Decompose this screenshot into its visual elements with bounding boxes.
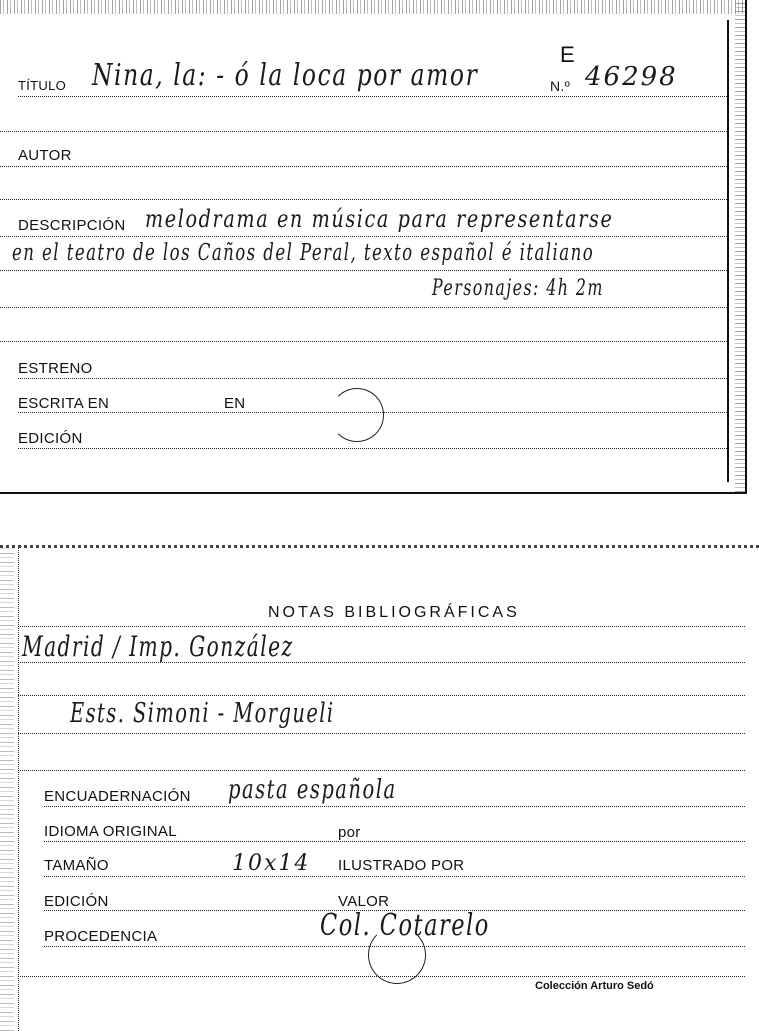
notes-rule-1 [18, 626, 745, 627]
note-line2: Ests. Simoni - Morgueli [70, 698, 335, 729]
bottom-rule [18, 976, 745, 977]
description-line2: en el teatro de los Caños del Peral, texto español é italiano [12, 240, 595, 266]
collection-credit: Colección Arturo Sedó [535, 980, 654, 992]
description-line3: Personajes: 4h 2m [432, 276, 604, 301]
note-line1: Madrid / Imp. González [22, 630, 294, 663]
description-line1: melodrama en música para representarse [145, 205, 614, 233]
notes-rule-2 [18, 662, 745, 663]
edition-label: EDICIÓN [18, 430, 83, 447]
notes-rule-4 [18, 733, 745, 734]
description-label: DESCRIPCIÓN [18, 217, 126, 234]
rule-8 [0, 341, 727, 342]
punch-hole-mark [330, 388, 384, 442]
notes-title: NOTAS BIBLIOGRÁFICAS [268, 604, 520, 621]
paper-edge-texture-left [0, 548, 14, 1031]
provenance-label: PROCEDENCIA [44, 928, 158, 945]
edition-rule [18, 448, 727, 449]
binding-rule [44, 806, 745, 807]
catalog-card-front [0, 0, 747, 494]
by-label: por [338, 824, 361, 841]
binding-value: pasta española [228, 775, 397, 805]
premiere-rule [18, 378, 727, 379]
premiere-label: ESTRENO [18, 360, 93, 377]
number-value: 46298 [585, 62, 678, 92]
card-left-border [18, 548, 19, 1031]
description-rule-3 [0, 307, 727, 308]
paper-edge-texture [0, 0, 745, 14]
binding-label: ENCUADERNACIÓN [44, 788, 191, 805]
description-rule-2 [0, 270, 727, 271]
paper-edge-texture-right [735, 0, 745, 492]
author-rule [0, 166, 727, 167]
size-label: TAMAÑO [44, 857, 109, 874]
language-rule [44, 841, 745, 842]
rule-2 [0, 131, 727, 132]
size-rule [44, 876, 745, 877]
number-label: N.º [550, 78, 571, 94]
edition-label-back: EDICIÓN [44, 893, 109, 910]
notes-rule-3 [18, 695, 745, 696]
catalog-card-back [0, 545, 759, 1031]
title-rule [18, 96, 727, 97]
written-in-label: ESCRITA EN [18, 395, 110, 412]
size-value: 10x14 [232, 851, 311, 876]
letter-mark: E [560, 42, 575, 67]
author-label: AUTOR [18, 147, 72, 164]
provenance-rule [44, 946, 745, 947]
title-value: Nina, la: - ó la loca por amor [92, 58, 479, 93]
provenance-value: Col. Cotarelo [320, 908, 490, 943]
original-language-label: IDIOMA ORIGINAL [44, 823, 177, 840]
rule-4 [0, 199, 727, 200]
notes-rule-5 [18, 770, 745, 771]
title-label: TÍTULO [18, 78, 67, 93]
description-rule-1 [0, 236, 727, 237]
in-label: EN [224, 395, 246, 412]
card-inner-border [727, 20, 729, 482]
value-label: VALOR [338, 893, 390, 910]
illustrated-label: ILUSTRADO POR [338, 857, 465, 874]
